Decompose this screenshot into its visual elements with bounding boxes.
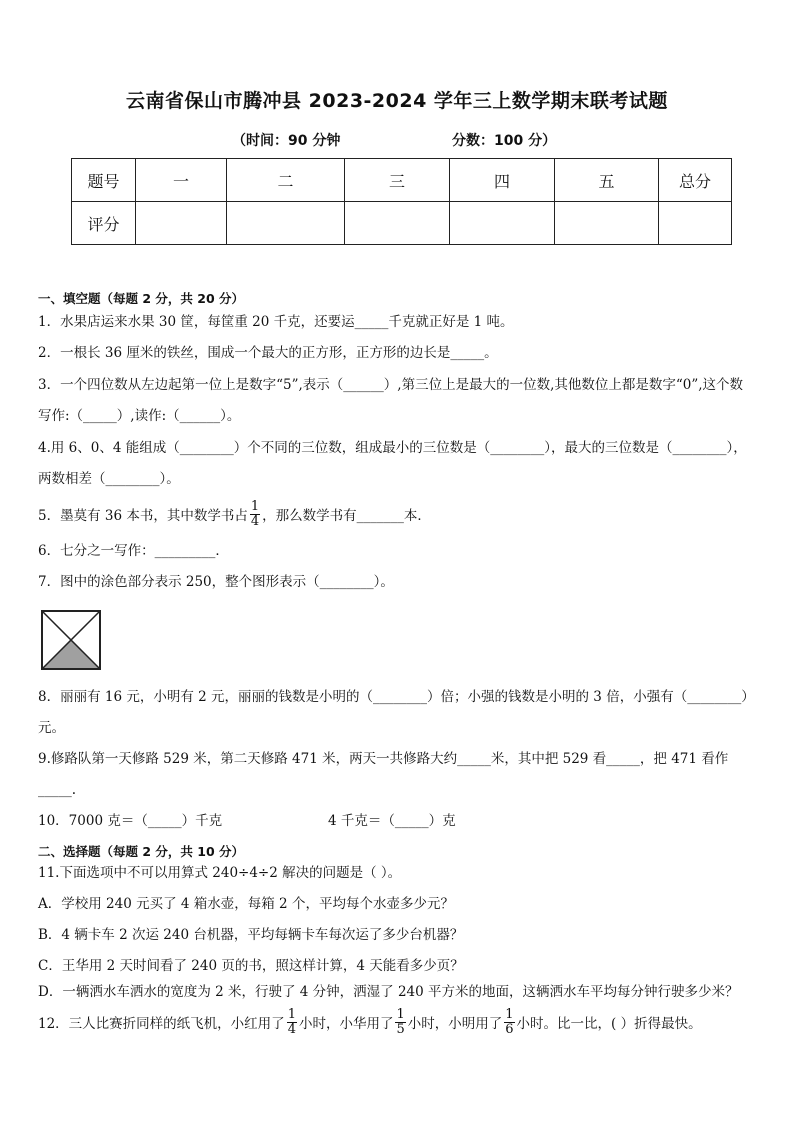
question-11: 11.下面选项中不可以用算式 240÷4÷2 解决的问题是（ ）。	[38, 865, 402, 881]
option-d: D．一辆洒水车洒水的宽度为 2 米，行驶了 4 分钟，洒湿了 240 平方米的地面，这辆洒水车平均每分钟行驶多少米？	[38, 984, 739, 1000]
fraction-numerator: 1	[287, 1007, 296, 1023]
question-12-text: 小时，小华用了	[298, 1016, 394, 1032]
fraction-denominator: 5	[396, 1022, 405, 1037]
section-2-heading: 二、选择题（每题 2 分，共 10 分）	[38, 844, 245, 859]
option-b: B．4 辆卡车 2 次运 240 台机器，平均每辆卡车每次运了多少台机器？	[38, 927, 464, 943]
fraction	[395, 1008, 405, 1036]
score-cell[interactable]	[345, 202, 450, 245]
shaded-square-figure	[40, 609, 102, 671]
header-cell: 三	[345, 159, 450, 202]
header-cell: 总分	[659, 159, 732, 202]
fraction-denominator: 4	[287, 1022, 296, 1037]
question-12-text: 12．三人比赛折同样的纸飞机，小红用了	[38, 1016, 285, 1032]
question-2: 2．一根长 36 厘米的铁丝，围成一个最大的正方形，正方形的边长是_____。	[38, 345, 498, 361]
header-cell: 一	[136, 159, 227, 202]
question-5	[38, 498, 431, 534]
score-cell[interactable]	[227, 202, 345, 245]
header-cell: 题号	[72, 159, 136, 202]
question-1: 1．水果店运来水果 30 筐，每筐重 20 千克，还要运_____千克就正好是 1 吨。	[38, 314, 514, 330]
section-1-heading: 一、填空题（每题 2 分，共 20 分）	[38, 291, 245, 306]
fraction-denominator: 6	[505, 1022, 514, 1037]
question-12-text: 小时，小明用了	[407, 1016, 503, 1032]
score-cell[interactable]	[450, 202, 555, 245]
question-7: 7．图中的涂色部分表示 250，整个图形表示（________）。	[38, 574, 394, 590]
option-a: A．学校用 240 元买了 4 箱水壶，每箱 2 个，平均每个水壶多少元？	[38, 896, 454, 912]
question-3-line-1: 3．一个四位数从左边起第一位上是数字“5”,表示（______）,第三位上是最大的一位数,其他数位上都是数字“0”,这个数	[38, 377, 744, 393]
question-3-line-2: 写作:（_____）,读作:（______）。	[38, 408, 241, 424]
exam-title: 云南省保山市腾冲县 2023-2024 学年三上数学期末联考试题	[126, 90, 668, 112]
option-c: C．王华用 2 天时间看了 240 页的书，照这样计算，4 天能看多少页？	[38, 958, 464, 974]
row-label-cell: 评分	[72, 202, 136, 245]
question-4-line-1: 4.用 6、0、4 能组成（________）个不同的三位数，组成最小的三位数是（________），最大的三位数是（________），	[38, 440, 747, 456]
header-cell: 五	[555, 159, 659, 202]
score-table-header-row	[72, 159, 732, 202]
header-cell: 四	[450, 159, 555, 202]
question-6: 6．七分之一写作：_________．	[38, 543, 229, 559]
fraction	[287, 1008, 297, 1036]
score-table-score-row	[72, 202, 732, 245]
question-9-line-1: 9.修路队第一天修路 529 米，第二天修路 471 米，两天一共修路大约_____米，其中把 529 看_____，把 471 看作	[38, 751, 729, 767]
header-cell: 二	[227, 159, 345, 202]
question-5-text: 5．墨莫有 36 本书，其中数学书占	[38, 508, 248, 524]
score-table	[71, 158, 732, 245]
score-cell[interactable]	[555, 202, 659, 245]
fraction	[250, 500, 260, 528]
question-8-line-1: 8．丽丽有 16 元，小明有 2 元，丽丽的钱数是小明的（________）倍；小强的钱数是小明的 3 倍，小强有（________）	[38, 689, 755, 705]
question-8-line-2: 元。	[38, 720, 65, 736]
fraction-numerator: 1	[396, 1007, 405, 1023]
time-limit: （时间：90 分钟	[232, 133, 341, 149]
question-10-part-2: 4 千克＝（_____）克	[328, 813, 456, 829]
question-5-text: ，那么数学书有_______本．	[262, 508, 431, 524]
shaded-triangle	[42, 640, 100, 669]
question-12	[38, 1006, 702, 1042]
fraction-denominator: 4	[250, 514, 260, 529]
question-9-line-2: _____.	[38, 782, 77, 798]
question-10-part-1: 10．7000 克＝（_____）千克	[38, 813, 223, 829]
question-12-text: 小时。比一比，( ）折得最快。	[516, 1016, 702, 1032]
total-score: 分数：100 分）	[452, 133, 557, 149]
fraction-numerator: 1	[250, 499, 260, 515]
question-4-line-2: 两数相差（________）。	[38, 471, 180, 487]
score-cell[interactable]	[659, 202, 732, 245]
fraction-numerator: 1	[505, 1007, 514, 1023]
fraction	[504, 1008, 514, 1036]
score-cell[interactable]	[136, 202, 227, 245]
